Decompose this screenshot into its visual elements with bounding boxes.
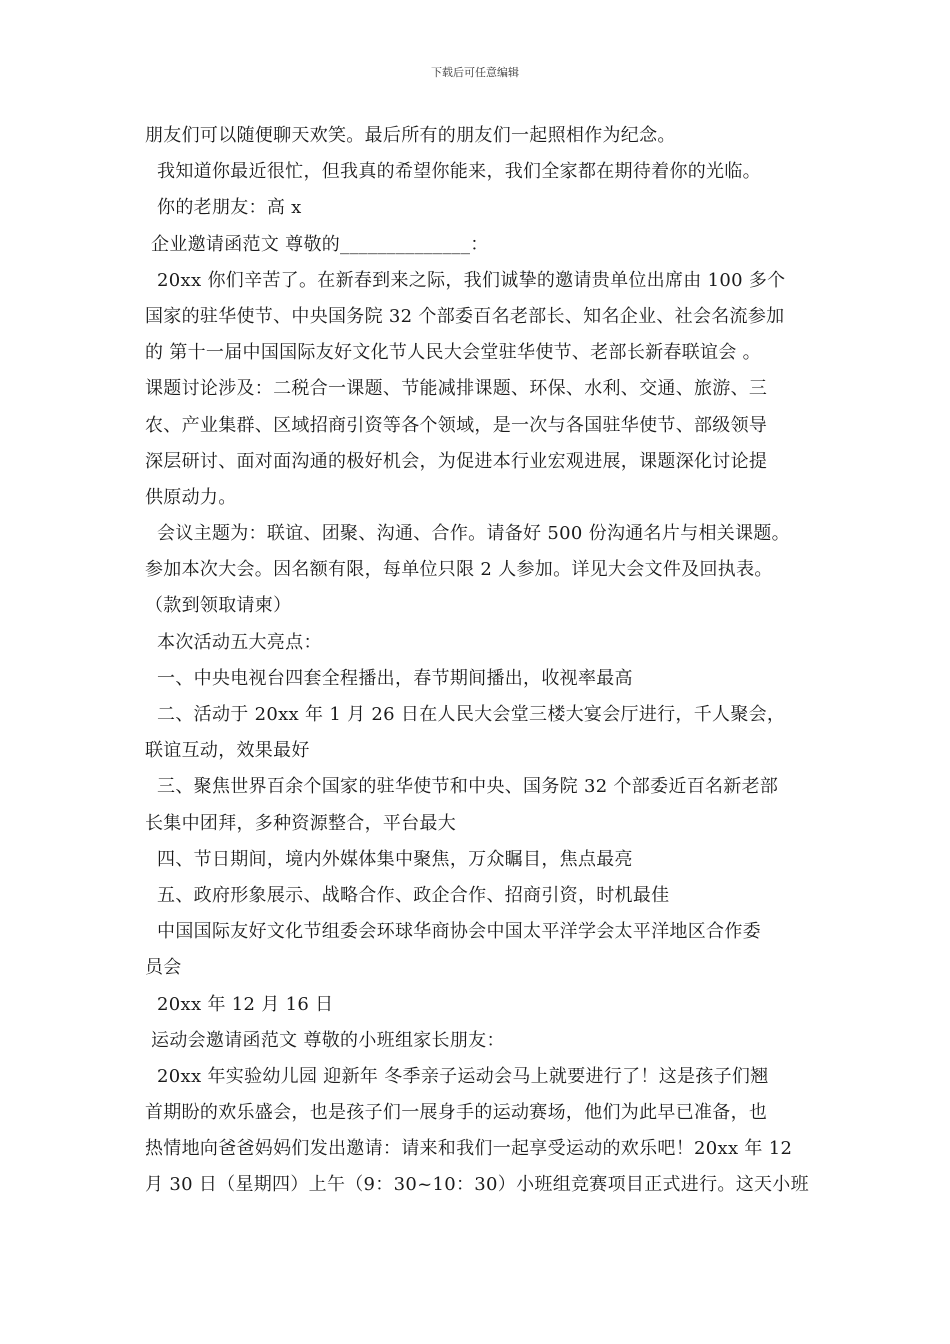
text-line: （款到领取请柬） (145, 595, 292, 617)
text-line: 四、节日期间，境内外媒体集中聚焦，万众瞩目，焦点最亮 (145, 848, 633, 870)
text-line: 20xx 年实验幼儿园 迎新年 冬季亲子运动会马上就要进行了！这是孩子们翘 (145, 1065, 769, 1087)
text-line: 深层研讨、面对面沟通的极好机会，为促进本行业宏观进展，课题深化讨论提 (145, 450, 768, 472)
text-line: 五、政府形象展示、战略合作、政企合作、招商引资，时机最佳 (145, 884, 670, 906)
page-header: 下载后可任意编辑 (431, 66, 519, 79)
text-line: 20xx 年 12 月 16 日 (145, 993, 334, 1015)
text-line: 农、产业集群、区域招商引资等各个领域，是一次与各国驻华使节、部级领导 (145, 414, 768, 436)
document-body (145, 118, 825, 1204)
text-line: 本次活动五大亮点： (145, 631, 322, 653)
text-line: 供原动力。 (145, 486, 237, 508)
text-line: 热情地向爸爸妈妈们发出邀请：请来和我们一起享受运动的欢乐吧！20xx 年 12 (145, 1138, 793, 1160)
text-line: 20xx 你们辛苦了。在新春到来之际，我们诚挚的邀请贵单位出席由 100 多个 (145, 269, 786, 291)
text-line: 我知道你最近很忙，但我真的希望你能来，我们全家都在期待着你的光临。 (145, 161, 761, 183)
text-line: 你的老朋友：高 x (145, 197, 302, 219)
text-line: 国家的驻华使节、中央国务院 32 个部委百名老部长、知名企业、社会名流参加 (145, 305, 785, 327)
text-line: 的 第十一届中国国际友好文化节人民大会堂驻华使节、老部长新春联谊会 。 (145, 342, 761, 364)
text-line: 参加本次大会。因名额有限，每单位只限 2 人参加。详见大会文件及回执表。 (145, 559, 773, 581)
section-heading-line: 运动会邀请函范文 尊敬的小班组家长朋友： (145, 1029, 505, 1051)
text-line: 中国国际友好文化节组委会环球华商协会中国太平洋学会太平洋地区合作委 (145, 921, 761, 943)
text-line: 一、中央电视台四套全程播出，春节期间播出，收视率最高 (145, 667, 633, 689)
text-line: 联谊互动，效果最好 (145, 740, 310, 762)
section-heading-line: 企业邀请函范文 尊敬的______________： (145, 233, 489, 255)
text-line: 月 30 日（星期四）上午（9：30~10：30）小班组竞赛项目正式进行。这天小班 (145, 1174, 809, 1196)
text-line: 二、活动于 20xx 年 1 月 26 日在人民大会堂三楼大宴会厅进行，千人聚会， (145, 704, 786, 725)
text-line: 首期盼的欢乐盛会，也是孩子们一展身手的运动赛场，他们为此早已准备，也 (145, 1102, 768, 1124)
text-line: 课题讨论涉及：二税合一课题、节能减排课题、环保、水利、交通、旅游、三 (145, 378, 768, 400)
text-line: 长集中团拜，多种资源整合，平台最大 (145, 812, 457, 834)
text-line: 三、聚焦世界百余个国家的驻华使节和中央、国务院 32 个部委近百名新老部 (145, 776, 779, 798)
text-line: 员会 (145, 957, 182, 979)
text-line: 会议主题为：联谊、团聚、沟通、合作。请备好 500 份沟通名片与相关课题。 (145, 523, 790, 545)
text-line: 朋友们可以随便聊天欢笑。最后所有的朋友们一起照相作为纪念。 (145, 125, 676, 146)
